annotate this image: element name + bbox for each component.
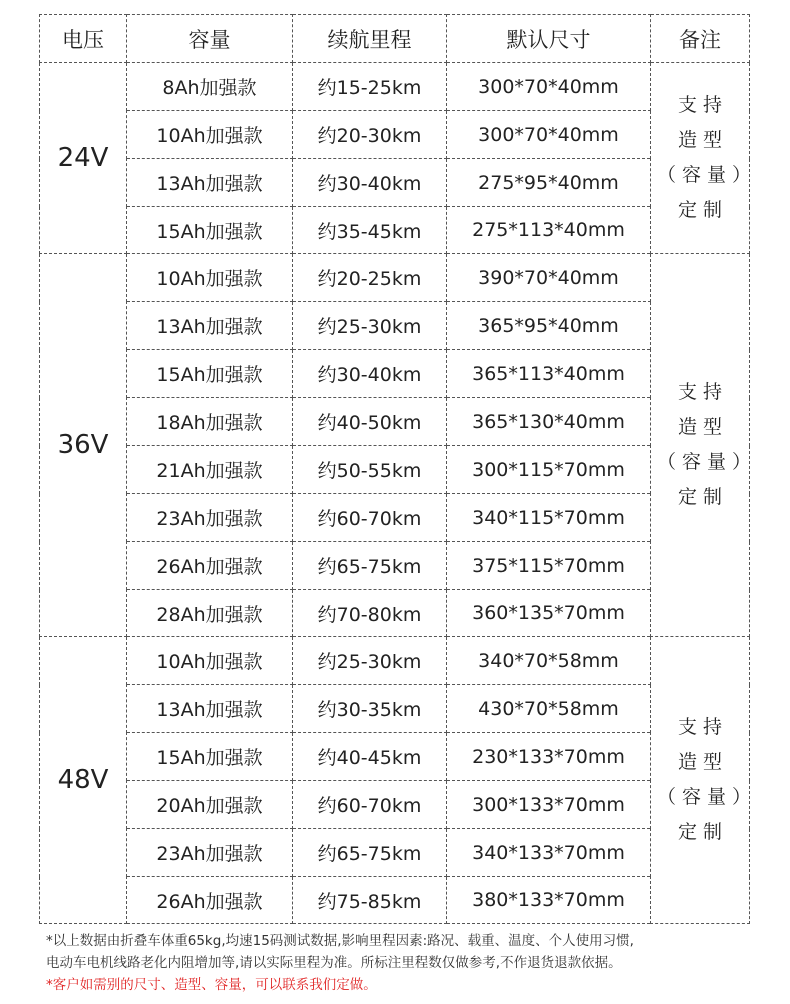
size-cell: 430*70*58mm — [447, 685, 651, 733]
voltage-cell: 24V — [40, 63, 127, 254]
header-remark: 备注 — [651, 15, 750, 63]
table-row — [40, 590, 750, 637]
header-range: 续航里程 — [293, 15, 447, 63]
remark-line: （容量） — [657, 451, 758, 473]
capacity-cell: 13Ah加强款 — [127, 302, 293, 350]
range-cell: 约30-35km — [293, 685, 447, 733]
size-cell: 230*133*70mm — [447, 733, 651, 781]
table-row — [40, 207, 750, 254]
remark-line: 支持 — [677, 94, 728, 116]
size-cell: 375*115*70mm — [447, 542, 651, 590]
remark-line: 定制 — [677, 486, 728, 508]
capacity-cell: 23Ah加强款 — [127, 494, 293, 542]
range-cell: 约40-50km — [293, 398, 447, 446]
table-row — [40, 829, 750, 877]
size-cell: 365*95*40mm — [447, 302, 651, 350]
range-cell: 约50-55km — [293, 446, 447, 494]
remark-line: 定制 — [677, 199, 728, 221]
table-row — [40, 350, 750, 398]
table-row — [40, 781, 750, 829]
capacity-cell: 10Ah加强款 — [127, 254, 293, 302]
size-cell: 275*113*40mm — [447, 207, 651, 254]
size-cell: 340*133*70mm — [447, 829, 651, 877]
range-cell: 约40-45km — [293, 733, 447, 781]
capacity-cell: 21Ah加强款 — [127, 446, 293, 494]
header-capacity: 容量 — [127, 15, 293, 63]
remark-line: 定制 — [677, 821, 728, 843]
size-cell: 300*70*40mm — [447, 63, 651, 111]
range-cell: 约30-40km — [293, 350, 447, 398]
table-row — [40, 494, 750, 542]
capacity-cell: 28Ah加强款 — [127, 590, 293, 637]
remark-line: 造型 — [677, 129, 728, 151]
voltage-cell: 36V — [40, 254, 127, 637]
footnote-custom-order: *客户如需别的尺寸、造型、容量，可以联系我们定做。 — [46, 977, 377, 993]
capacity-cell: 20Ah加强款 — [127, 781, 293, 829]
remark-cell — [651, 254, 758, 637]
range-cell: 约60-70km — [293, 781, 447, 829]
header-voltage: 电压 — [40, 15, 127, 63]
table-row — [40, 302, 750, 350]
capacity-cell: 10Ah加强款 — [127, 637, 293, 685]
remark-line: 支持 — [677, 381, 728, 403]
capacity-cell: 13Ah加强款 — [127, 159, 293, 207]
range-cell: 约65-75km — [293, 542, 447, 590]
table-row — [40, 685, 750, 733]
capacity-cell: 26Ah加强款 — [127, 877, 293, 924]
size-cell: 300*115*70mm — [447, 446, 651, 494]
header-size: 默认尺寸 — [447, 15, 651, 63]
size-cell: 340*70*58mm — [447, 637, 651, 685]
battery-spec-table — [39, 14, 758, 924]
table-row — [40, 63, 750, 111]
range-cell: 约35-45km — [293, 207, 447, 254]
range-cell: 约65-75km — [293, 829, 447, 877]
remark-line: （容量） — [657, 164, 758, 186]
range-cell: 约20-25km — [293, 254, 447, 302]
capacity-cell: 18Ah加强款 — [127, 398, 293, 446]
range-cell: 约75-85km — [293, 877, 447, 924]
table-row — [40, 111, 750, 159]
voltage-cell: 48V — [40, 637, 127, 924]
range-cell: 约25-30km — [293, 302, 447, 350]
table-row — [40, 877, 750, 924]
table-body — [40, 63, 758, 924]
table-row — [40, 254, 750, 302]
size-cell: 365*113*40mm — [447, 350, 651, 398]
capacity-cell: 15Ah加强款 — [127, 733, 293, 781]
size-cell: 300*133*70mm — [447, 781, 651, 829]
table-row — [40, 446, 750, 494]
capacity-cell: 10Ah加强款 — [127, 111, 293, 159]
table-header-row — [40, 15, 750, 63]
footnotes — [46, 930, 756, 996]
size-cell: 340*115*70mm — [447, 494, 651, 542]
capacity-cell: 26Ah加强款 — [127, 542, 293, 590]
table-row — [40, 159, 750, 207]
range-cell: 约60-70km — [293, 494, 447, 542]
footnote-line-2: 电动车电机线路老化内阻增加等,请以实际里程为准。所标注里程数仅做参考,不作退货退款依据。 — [46, 955, 622, 971]
remark-line: 造型 — [677, 751, 728, 773]
range-cell: 约15-25km — [293, 63, 447, 111]
remark-line: 支持 — [677, 716, 728, 738]
size-cell: 300*70*40mm — [447, 111, 651, 159]
remark-cell — [651, 637, 758, 924]
size-cell: 365*130*40mm — [447, 398, 651, 446]
size-cell: 275*95*40mm — [447, 159, 651, 207]
range-cell: 约25-30km — [293, 637, 447, 685]
size-cell: 390*70*40mm — [447, 254, 651, 302]
table-row — [40, 542, 750, 590]
table-row — [40, 637, 750, 685]
remark-cell — [651, 63, 758, 254]
range-cell: 约20-30km — [293, 111, 447, 159]
size-cell: 380*133*70mm — [447, 877, 651, 924]
footnote-line-1: *以上数据由折叠车体重65kg,均速15码测试数据,影响里程因素:路况、载重、温度、个人使用习惯, — [46, 933, 634, 949]
capacity-cell: 8Ah加强款 — [127, 63, 293, 111]
capacity-cell: 23Ah加强款 — [127, 829, 293, 877]
range-cell: 约30-40km — [293, 159, 447, 207]
size-cell: 360*135*70mm — [447, 590, 651, 637]
remark-line: （容量） — [657, 786, 758, 808]
range-cell: 约70-80km — [293, 590, 447, 637]
capacity-cell: 15Ah加强款 — [127, 350, 293, 398]
capacity-cell: 13Ah加强款 — [127, 685, 293, 733]
remark-line: 造型 — [677, 416, 728, 438]
table-row — [40, 733, 750, 781]
capacity-cell: 15Ah加强款 — [127, 207, 293, 254]
table-row — [40, 398, 750, 446]
